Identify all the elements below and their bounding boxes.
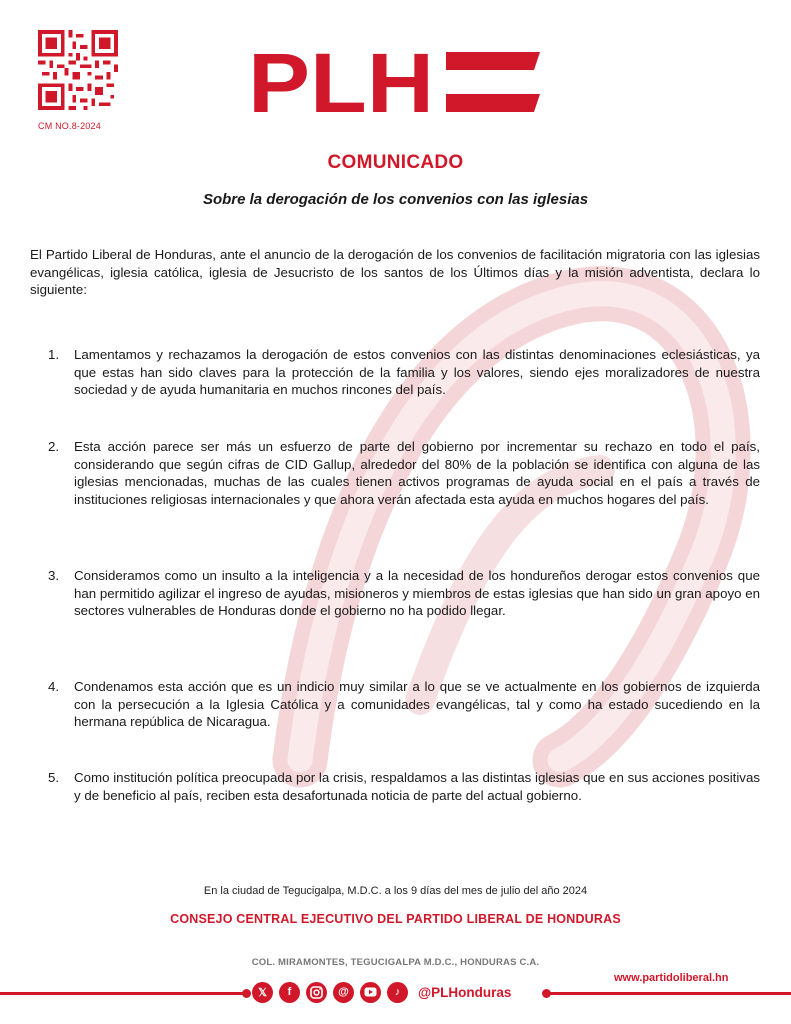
x-icon[interactable]: 𝕏 [252,982,273,1003]
plh-logo [248,42,548,122]
list-item-text: Condenamos esta acción que es un indicio muy similar a lo que se ve actualmente en los gobiernos de izquierda con la persecución a la Iglesia Católica y a comunidades evangélicas, tal y como ha estado sucediendo en la hermana república de Nicaragua. [74,679,760,729]
svg-text:PLH: PLH [248,42,434,122]
list-item-number: 4. [48,679,60,694]
website-link[interactable]: www.partidoliberal.hn [614,972,729,984]
footer-address: COL. MIRAMONTES, TEGUCIGALPA M.D.C., HONDURAS C.A. [251,957,540,968]
tiktok-icon[interactable]: ♪ [387,982,408,1003]
facebook-icon[interactable]: f [279,982,300,1003]
list-item [48,678,760,731]
list-item-text: Esta acción parece ser más un esfuerzo de parte del gobierno por incrementar su rechazo en todo el país, considerando que según cifras de CID Gallup, alrededor del 80% de la población se identifica con alguna de las iglesias mencionadas, muchas de las cuales tienen activos programas de ayuda social en el país a través de instituciones religiosas internacionales y que ahora verán afectada esta ayuda en muchos hogares del país. [74,439,760,507]
list-item-text: Como institución política preocupada por la crisis, respaldamos a las distintas iglesias que en sus acciones positivas y de beneficio al país, reciben esta desafortunada noticia de parte del actual gobierno. [74,770,760,803]
list-item-number: 5. [48,770,60,785]
list-item [48,567,760,620]
list-item-number: 1. [48,347,60,362]
signature: CONSEJO CENTRAL EJECUTIVO DEL PARTIDO LIBERAL DE HONDURAS [170,912,621,926]
intro-paragraph: El Partido Liberal de Honduras, ante el anuncio de la derogación de los convenios de facilitación migratoria con las iglesias evangélicas, iglesia católica, iglesia de Jesucristo de los santos de los Últimos días y la misión adventista, declara lo siguiente: [30,247,760,297]
list-item [48,346,760,399]
footer-divider-right [546,992,791,995]
list-item-number: 3. [48,568,60,583]
closing-line: En la ciudad de Tegucigalpa, M.D.C. a los 9 días del mes de julio del año 2024 [203,885,588,897]
footer-divider-left [0,992,247,995]
list-item [48,769,760,804]
page-subtitle: Sobre la derogación de los convenios con las iglesias [202,191,589,208]
list-item [48,438,760,508]
qr-code [38,30,118,110]
page-title: COMUNICADO [327,152,464,173]
list-item-number: 2. [48,439,60,454]
social-handle[interactable]: @PLHonduras [418,984,512,1000]
footer-dot [242,989,251,998]
document-number: CM NO.8-2024 [38,121,101,131]
list-item-text: Lamentamos y rechazamos la derogación de estos convenios con las distintas denominaciones eclesiásticas, ya que estas han sido claves para la protección de la familia y los valores, siendo ejes moralizadores de nuestra sociedad y de ayuda humanitaria en muchos rincones del país. [74,347,760,397]
plh-flag-icon [446,52,540,112]
instagram-icon[interactable] [306,982,327,1003]
social-bar [252,980,511,1004]
footer-dot [542,989,551,998]
threads-icon[interactable]: @ [333,982,354,1003]
list-item-text: Consideramos como un insulto a la inteligencia y a la necesidad de los hondureños derogar estos convenios que han permitido agilizar el ingreso de ayudas, misioneros y miembros de estas iglesias que han sido un gran apoyo en sectores vulnerables de Honduras donde el gobierno no ha podido llegar. [74,568,760,618]
youtube-icon[interactable] [360,982,381,1003]
